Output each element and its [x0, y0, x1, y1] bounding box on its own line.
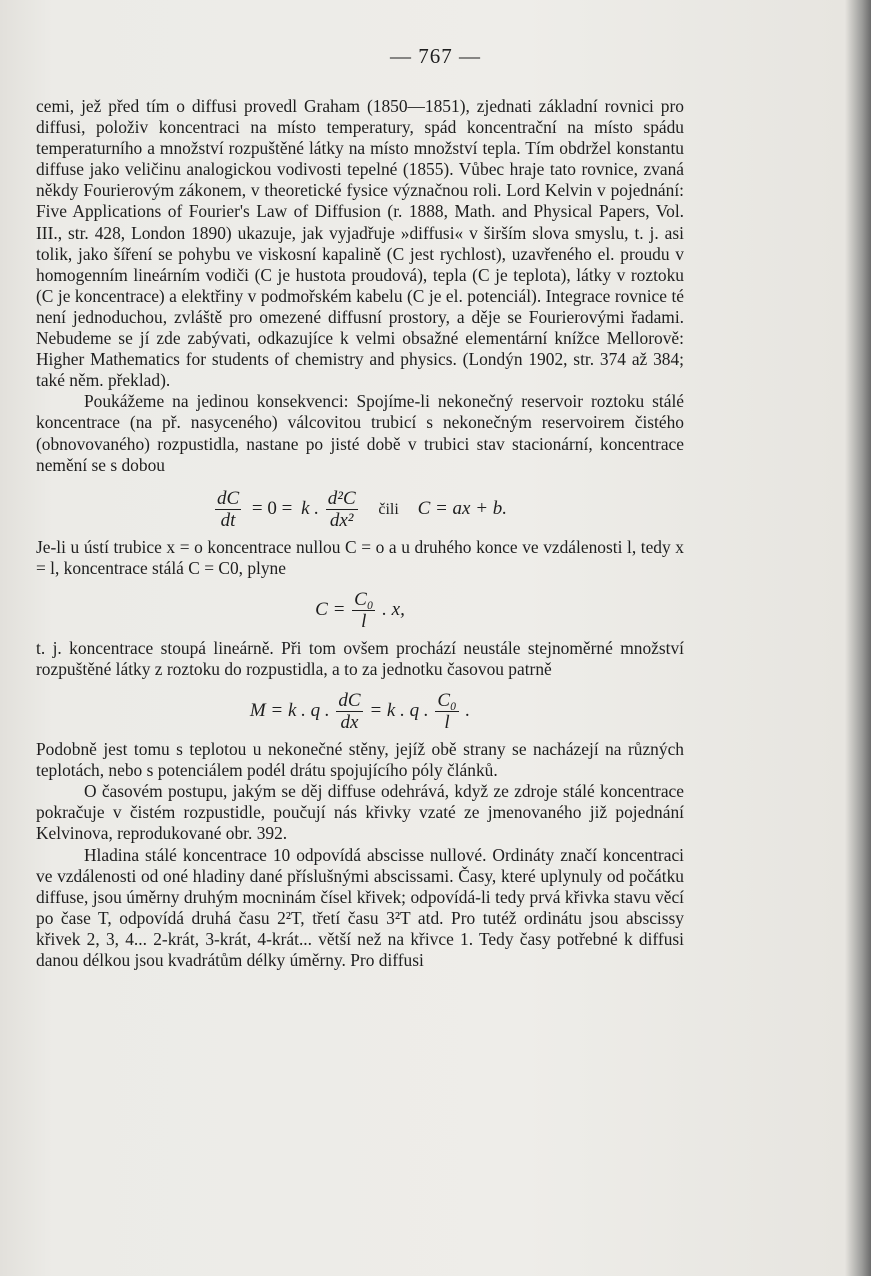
- paragraph-6: O časovém postupu, jakým se děj diffuse odehrává, když ze zdroje stálé koncentrace pokračuje v čistém rozpustidle, poučují nás křivky vzaté ze jmenovaného již pojednání Kelvinova, reprodukované obr. 392.: [36, 781, 684, 844]
- body-text: [36, 96, 684, 971]
- equation-tail: . x,: [382, 598, 405, 620]
- paragraph-5: Podobně jest tomu s teplotou u nekonečné stěny, jejíž obě strany se nacházejí na různých teplotách, nebo s potenciálem podél drátu spojujícího póly článků.: [36, 739, 684, 781]
- paragraph-3: Je-li u ústí trubice x = o koncentrace nullou C = o a u druhého konce ve vzdálenosti l, tedy x = l, koncentrace stálá C = C0, plyne: [36, 536, 684, 578]
- numerator: dC: [216, 487, 240, 509]
- frac-c0-l: [435, 690, 458, 733]
- equation-lhs: C =: [315, 598, 346, 620]
- paragraph-2: Poukážeme na jedinou konsekvenci: Spojíme-li nekonečný reservoir roztoku stálé koncentrace (na př. nasyceného) válcovitou trubicí s nekonečným reservoirem čistého (obnovovaného) rozpustidla, nastane po jisté době v trubici stav stacionární, koncentrace nemění se s dobou: [36, 391, 684, 475]
- numerator: dC: [338, 690, 361, 712]
- conjunction: čili: [378, 500, 399, 518]
- denominator: dx: [340, 712, 359, 734]
- numerator: C₀: [437, 690, 457, 712]
- denominator: dt: [220, 509, 236, 531]
- page-number: — 767 —: [390, 44, 481, 68]
- frac-dc-dt: [215, 488, 241, 531]
- equation-middle: = k . q .: [369, 699, 429, 721]
- denominator: dx²: [329, 509, 354, 531]
- equation-1: [36, 488, 684, 531]
- denominator: l: [361, 610, 367, 632]
- equation-2: [36, 589, 684, 632]
- frac-c0-l: [352, 589, 375, 632]
- frac-d2c-dx2: [326, 488, 358, 531]
- frac-dc-dx: [336, 690, 362, 733]
- denominator: l: [444, 712, 450, 734]
- equation-result: C = ax + b.: [417, 497, 508, 519]
- numerator: d²C: [327, 487, 356, 509]
- paragraph-7: Hladina stálé koncentrace 10 odpovídá abscisse nullové. Ordináty značí koncentraci ve vzdálenosti od oné hladiny dané příslušnými abscissami. Časy, které uplynuly od počátku diffuse, jsou úměrny druhým mocninám čísel křivek; odpovídá-li tedy prvá křivka stavu věcí po čase T, odpovídá druhá času 2²T, třetí času 3²T atd. Pro tutéž ordinátu jsou abscissy křivek 2, 3, 4... 2-krát, 3-krát, 4-krát... větší než na křivce 1. Tedy časy potřebné k diffusi danou délkou jsou kvadrátům délky úměrny. Pro diffusi: [36, 844, 684, 970]
- paragraph-4: t. j. koncentrace stoupá lineárně. Při tom ovšem prochází neustále stejnoměrné množství rozpuštěné látky z roztoku do rozpustidla, a to za jednotku časovou patrně: [36, 637, 684, 679]
- equation-tail: .: [465, 699, 471, 721]
- equation-3: [36, 690, 684, 733]
- numerator: C₀: [354, 588, 374, 610]
- paragraph-1: cemi, jež před tím o diffusi provedl Graham (1850—1851), zjednati základní rovnici pro diffusi, položiv koncentraci na místo temperatury, spád koncentrační na místo spádu temperaturního a množství rozpuštěné látky na místo množství tepla. Tím obdržel konstantu diffuse jako veličinu analogickou vodivosti tepelné (1855). Vůbec hraje tato rovnice, zvaná někdy Fourierovým zákonem, v theoretické fysice význačnou roli. Lord Kelvin v pojednání: Five Applications of Fourier's Law of Diffusion (r. 1888, Math. and Physical Papers, Vol. III., str. 428, London 1890) ukazuje, jak vyjadřuje »diffusi« v širším slova smyslu, t. j. asi tolik, jako šíření se pohybu ve viskosní kapalině (C jest rychlost), uzavřeného el. proudu v homogenním lineárním vodiči (C je hustota proudová), tepla (C je teplota), látky v roztoku (C je koncentrace) a elektřiny v podmořském kabelu (C je el. potenciál). Integrace rovnice té není jednoduchou, zvláště pro omezené diffusní prostory, a děje se Fourierovými řadami. Nebudeme se jí zde zabývati, odkazujíce k velmi obsažné elementární knížce Mellorově: Higher Mathematics for students of chemistry and physics. (Londýn 1902, str. 374 až 384; také něm. překlad).: [36, 96, 684, 391]
- equals-zero: = 0 =: [251, 497, 293, 519]
- constant-k: k .: [301, 497, 319, 519]
- equation-lhs: M = k . q .: [249, 699, 330, 721]
